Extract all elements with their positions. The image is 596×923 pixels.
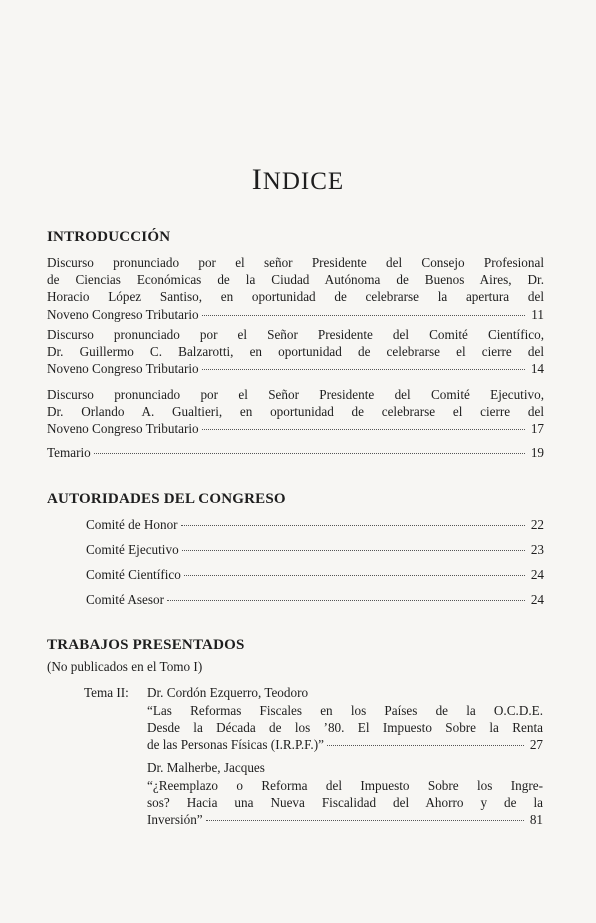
page-number: 81 bbox=[529, 812, 543, 828]
entry-leader-line bbox=[47, 444, 544, 461]
page-number: 24 bbox=[530, 567, 544, 582]
dot-leader bbox=[182, 550, 525, 551]
dot-leader bbox=[94, 453, 525, 454]
toc-entry-discurso-apertura bbox=[47, 254, 544, 323]
dot-leader bbox=[327, 745, 524, 746]
tema-label: Tema II: bbox=[84, 685, 129, 700]
entry-line: Comité Científico bbox=[86, 567, 181, 582]
entry-line: Comité Asesor bbox=[86, 592, 165, 607]
title-initial: I bbox=[251, 163, 263, 196]
toc-entry-comite-cientifico bbox=[86, 566, 544, 583]
entry-leader-line bbox=[147, 811, 543, 828]
work-author: Dr. Malherbe, Jacques bbox=[147, 760, 265, 775]
entry-line: Dr. Guillermo C. Balzarotti, en oportunidad de celebrarse el cierre del bbox=[47, 344, 544, 360]
entry-line: Noveno Congreso Tributario bbox=[47, 421, 199, 437]
section-heading-introduccion: INTRODUCCIÓN bbox=[47, 229, 171, 245]
page-number: 19 bbox=[530, 445, 544, 460]
toc-entry-comite-asesor bbox=[86, 591, 544, 608]
section-heading-autoridades: AUTORIDADES DEL CONGRESO bbox=[47, 491, 286, 507]
page-number: 24 bbox=[530, 592, 544, 607]
entry-leader-line bbox=[47, 360, 544, 377]
page-number: 17 bbox=[530, 421, 544, 437]
entry-line: Discurso pronunciado por el Señor Presidente del Comité Científico, bbox=[47, 327, 544, 342]
work-author: Dr. Cordón Ezquerro, Teodoro bbox=[147, 685, 309, 700]
dot-leader bbox=[167, 600, 525, 601]
entry-leader-line bbox=[147, 736, 543, 753]
dot-leader bbox=[202, 369, 525, 370]
dot-leader bbox=[184, 575, 525, 576]
entry-line: Noveno Congreso Tributario bbox=[47, 306, 199, 322]
dot-leader bbox=[181, 525, 525, 526]
dot-leader bbox=[206, 820, 524, 821]
entry-line: Noveno Congreso Tributario bbox=[47, 361, 199, 377]
toc-entry-discurso-ejecutivo bbox=[47, 386, 544, 438]
toc-entry-work-cordon bbox=[147, 702, 543, 754]
page-number: 22 bbox=[530, 517, 544, 532]
entry-line: Temario bbox=[47, 445, 91, 460]
toc-entry-temario bbox=[47, 444, 544, 461]
entry-line: sos? Hacia una Nueva Fiscalidad del Ahorro y de la bbox=[147, 795, 543, 811]
entry-line: Comité de Honor bbox=[86, 517, 178, 532]
entry-line: Comité Ejecutivo bbox=[86, 542, 179, 557]
page-number: 14 bbox=[530, 361, 544, 377]
page-number: 11 bbox=[531, 306, 544, 322]
entry-line: Dr. Orlando A. Gualtieri, en oportunidad de celebrarse el cierre del bbox=[47, 404, 544, 420]
page-title bbox=[0, 163, 596, 197]
entry-line: de las Personas Físicas (I.R.P.F.)” bbox=[147, 737, 324, 753]
toc-entry-discurso-cientifico bbox=[47, 326, 544, 378]
dot-leader bbox=[202, 315, 525, 316]
toc-entry-comite-honor bbox=[86, 516, 544, 533]
toc-entry-work-malherbe bbox=[147, 777, 543, 829]
entry-line: Discurso pronunciado por el Señor Presidente del Comité Ejecutivo, bbox=[47, 387, 544, 402]
entry-line: “Las Reformas Fiscales en los Países de la O.C.D.E. bbox=[147, 703, 543, 718]
section-heading-trabajos: TRABAJOS PRESENTADOS bbox=[47, 637, 245, 653]
entry-line: “¿Reemplazo o Reforma del Impuesto Sobre los Ingre- bbox=[147, 778, 543, 793]
entry-leader-line bbox=[47, 420, 544, 437]
title-rest: NDICE bbox=[262, 168, 345, 195]
toc-entry-comite-ejecutivo bbox=[86, 541, 544, 558]
entry-line: Desde la Década de los ’80. El Impuesto Sobre la Renta bbox=[147, 720, 543, 736]
dot-leader bbox=[202, 429, 525, 430]
entry-line: Inversión” bbox=[147, 812, 203, 828]
entry-line: Discurso pronunciado por el señor Presidente del Consejo Profesional bbox=[47, 255, 544, 270]
entry-line: de Ciencias Económicas de la Ciudad Autónoma de Buenos Aires, Dr. bbox=[47, 272, 544, 288]
page-number: 23 bbox=[530, 542, 544, 557]
entry-leader-line bbox=[47, 306, 544, 323]
section-note: (No publicados en el Tomo I) bbox=[47, 659, 203, 674]
page-number: 27 bbox=[529, 737, 543, 753]
entry-line: Horacio López Santiso, en oportunidad de celebrarse la apertura del bbox=[47, 289, 544, 305]
